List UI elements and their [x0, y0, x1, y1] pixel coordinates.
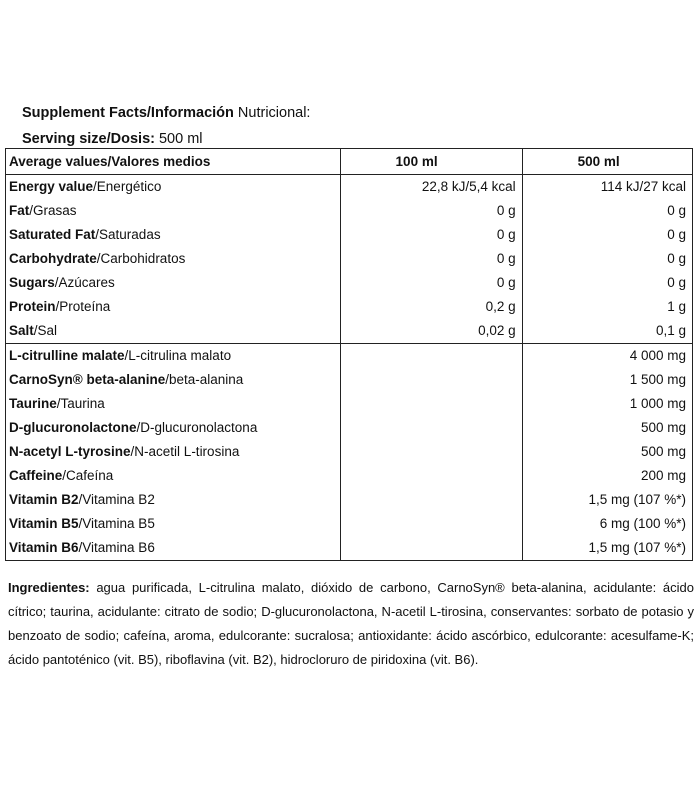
table-row [6, 247, 693, 271]
value-500ml: 0 g [522, 247, 692, 271]
value-500ml: 500 mg [522, 440, 692, 464]
value-500ml: 0 g [522, 223, 692, 247]
value-100ml [340, 368, 522, 392]
value-500ml: 1,5 mg (107 %*) [522, 488, 692, 512]
row-label: Fat/Grasas [6, 199, 341, 223]
table-row [6, 319, 693, 344]
table-row [6, 223, 693, 247]
row-label: Protein/Proteína [6, 295, 341, 319]
value-100ml: 0 g [340, 247, 522, 271]
value-500ml: 1 500 mg [522, 368, 692, 392]
row-label: Saturated Fat/Saturadas [6, 223, 341, 247]
row-label: Sugars/Azúcares [6, 271, 341, 295]
header-500ml: 500 ml [522, 149, 692, 175]
table-row [6, 440, 693, 464]
table-row [6, 536, 693, 561]
serving-size: Serving size/Dosis: 500 ml [22, 131, 203, 147]
value-500ml: 0 g [522, 271, 692, 295]
table-row [6, 175, 693, 200]
row-label: CarnoSyn® beta-alanine/beta-alanina [6, 368, 341, 392]
value-100ml: 0 g [340, 271, 522, 295]
value-100ml [340, 512, 522, 536]
value-500ml: 200 mg [522, 464, 692, 488]
value-100ml: 0 g [340, 199, 522, 223]
nutrient-rows [6, 175, 693, 344]
table-row [6, 344, 693, 369]
value-100ml [340, 392, 522, 416]
row-label: Vitamin B5/Vitamina B5 [6, 512, 341, 536]
row-label: Vitamin B2/Vitamina B2 [6, 488, 341, 512]
value-100ml: 0 g [340, 223, 522, 247]
row-label: Vitamin B6/Vitamina B6 [6, 536, 341, 561]
table-row [6, 368, 693, 392]
active-rows [6, 344, 693, 561]
ingredients-label: Ingredientes: [8, 580, 90, 595]
value-500ml: 114 kJ/27 kcal [522, 175, 692, 200]
header-label: Average values/Valores medios [6, 149, 341, 175]
value-100ml [340, 464, 522, 488]
table-row [6, 512, 693, 536]
table-row [6, 295, 693, 319]
value-500ml: 1 000 mg [522, 392, 692, 416]
ingredients-text [8, 576, 694, 672]
value-500ml: 1 g [522, 295, 692, 319]
table-row [6, 416, 693, 440]
row-label: Salt/Sal [6, 319, 341, 344]
value-500ml: 4 000 mg [522, 344, 692, 369]
value-100ml [340, 440, 522, 464]
value-100ml [340, 416, 522, 440]
value-100ml: 0,2 g [340, 295, 522, 319]
row-label: D-glucuronolactone/D-glucuronolactona [6, 416, 341, 440]
value-100ml [340, 344, 522, 369]
row-label: Taurine/Taurina [6, 392, 341, 416]
table-header-row [6, 149, 693, 175]
header-block [22, 100, 310, 152]
value-500ml: 1,5 mg (107 %*) [522, 536, 692, 561]
row-label: N-acetyl L-tyrosine/N-acetil L-tirosina [6, 440, 341, 464]
facts-table [5, 148, 693, 561]
value-500ml: 0 g [522, 199, 692, 223]
value-500ml: 0,1 g [522, 319, 692, 344]
table-row [6, 392, 693, 416]
table-row [6, 199, 693, 223]
table-row [6, 271, 693, 295]
row-label: Energy value/Energético [6, 175, 341, 200]
value-100ml: 22,8 kJ/5,4 kcal [340, 175, 522, 200]
table-row [6, 488, 693, 512]
value-500ml: 6 mg (100 %*) [522, 512, 692, 536]
value-100ml [340, 488, 522, 512]
row-label: L-citrulline malate/L-citrulina malato [6, 344, 341, 369]
value-100ml [340, 536, 522, 561]
value-100ml: 0,02 g [340, 319, 522, 344]
table-row [6, 464, 693, 488]
row-label: Caffeine/Cafeína [6, 464, 341, 488]
header-100ml: 100 ml [340, 149, 522, 175]
row-label: Carbohydrate/Carbohidratos [6, 247, 341, 271]
ingredients-list: agua purificada, L-citrulina malato, dióxido de carbono, CarnoSyn® beta-alanina, acidulante: ácido cítrico; taurina, acidulante: citrato de sodio; D-glucuronolactona, N-acetil L-tirosina, conservantes: sorbato de potasio y benzoato de sodio; cafeína, aroma, edulcorante: sucralosa; antioxidante: ácido ascórbico, edulcorante: acesulfame-K; ácido pantoténico (vit. B5), riboflavina (vit. B2), hidrocloruro de piridoxina (vit. B6). [8, 580, 694, 667]
facts-title: Supplement Facts/Información Nutricional: [22, 105, 311, 121]
value-500ml: 500 mg [522, 416, 692, 440]
